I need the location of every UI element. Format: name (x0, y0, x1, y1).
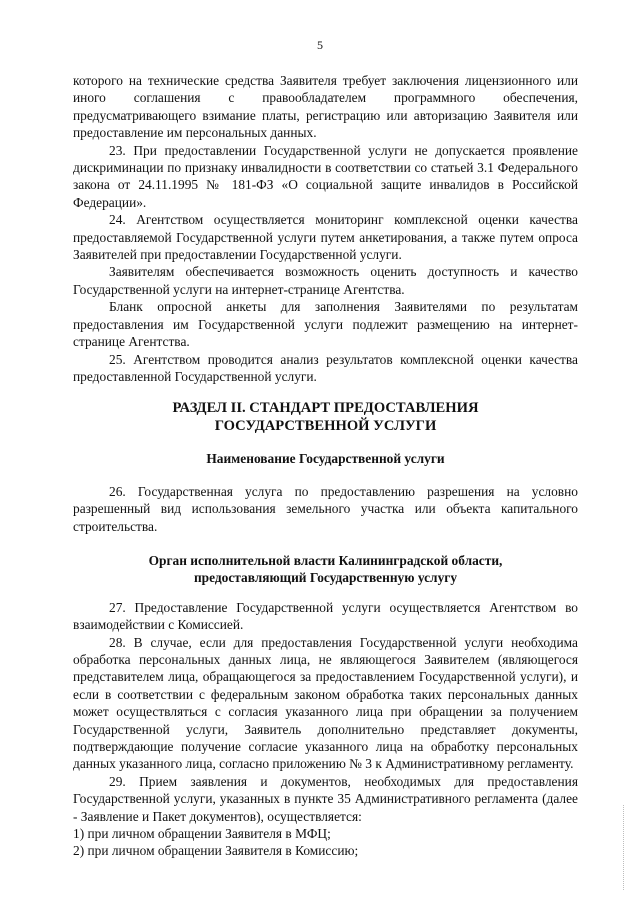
paragraph-23: 23. При предоставлении Государственной услуги не допускается проявление дискриминации по признаку инвалидности в соответствии со статьей 3.1 Федерального закона от 24.11.1995 № 181-ФЗ «О социальной защите инвалидов в Российской Федерации». (73, 142, 578, 210)
paragraph-26: 26. Государственная услуга по предоставлению разрешения на условно разрешенный вид использования земельного участка или объекта капитального строительства. (73, 483, 578, 534)
section-title (73, 399, 578, 435)
subsection-title-authority (73, 552, 578, 587)
list-item: 1) при личном обращении Заявителя в МФЦ; (73, 826, 331, 842)
paragraph-continuation: которого на технические средства Заявителя требует заключения лицензионного или иного соглашения с правообладателем программного обеспечения, предусматривающего взимание платы, регистрацию или авторизацию Заявителя или предоставление им персональных данных. (73, 73, 578, 141)
paragraph-27: 27. Предоставление Государственной услуги осуществляется Агентством во взаимодействии с Комиссией. (73, 599, 578, 633)
section-title-line-2: ГОСУДАРСТВЕННОЙ УСЛУГИ (214, 418, 437, 435)
paragraph-24-availability: Заявителям обеспечивается возможность оценить доступность и качество Государственной услуги на интернет-странице Агентства. (73, 264, 578, 297)
subsection-title-service-name: Наименование Государственной услуги (206, 451, 445, 467)
list-item: 2) при личном обращении Заявителя в Комиссию; (73, 843, 359, 859)
scan-edge-marks (621, 805, 624, 890)
paragraph-24-survey-form: Бланк опросной анкеты для заполнения Заявителями по результатам предоставления им Государственной услуги подлежит размещению на интернет-странице Агентства. (73, 299, 578, 350)
page-number: 5 (317, 38, 323, 52)
subsection-title-authority-line-1: Орган исполнительной власти Калининградской области, (148, 552, 503, 568)
paragraph-24: 24. Агентством осуществляется мониторинг комплексной оценки качества предоставляемой Государственной услуги путем анкетирования, а также путем опроса Заявителей при предоставлении Государственной услуги. (73, 212, 578, 263)
paragraph-28: 28. В случае, если для предоставления Государственной услуги необходима обработка персональных данных лица, не являющегося Заявителем (являющегося представителем лица, обращающегося за предоставлением Государственной услуги), и если в соответствии с федеральным законом обработка таких персональных данных может осуществляться с согласия указанного лица при обращении за получением Государственной услуги, Заявитель дополнительно представляет документы, подтверждающие получение согласие указанного лица на обработку персональных данных указанного лица, согласно приложению № 3 к Административному регламенту. (73, 634, 578, 772)
paragraph-25: 25. Агентством проводится анализ результатов комплексной оценки качества предоставленной Государственной услуги. (73, 351, 578, 384)
section-title-line-1: РАЗДЕЛ II. СТАНДАРТ ПРЕДОСТАВЛЕНИЯ (172, 400, 479, 417)
document-body (73, 72, 578, 860)
subsection-title-authority-line-2: предоставляющий Государственную услугу (193, 570, 458, 586)
paragraph-29: 29. Прием заявления и документов, необходимых для предоставления Государственной услуги, указанных в пункте 35 Административного регламента (далее - Заявление и Пакет документов), осуществляется: (73, 773, 578, 824)
